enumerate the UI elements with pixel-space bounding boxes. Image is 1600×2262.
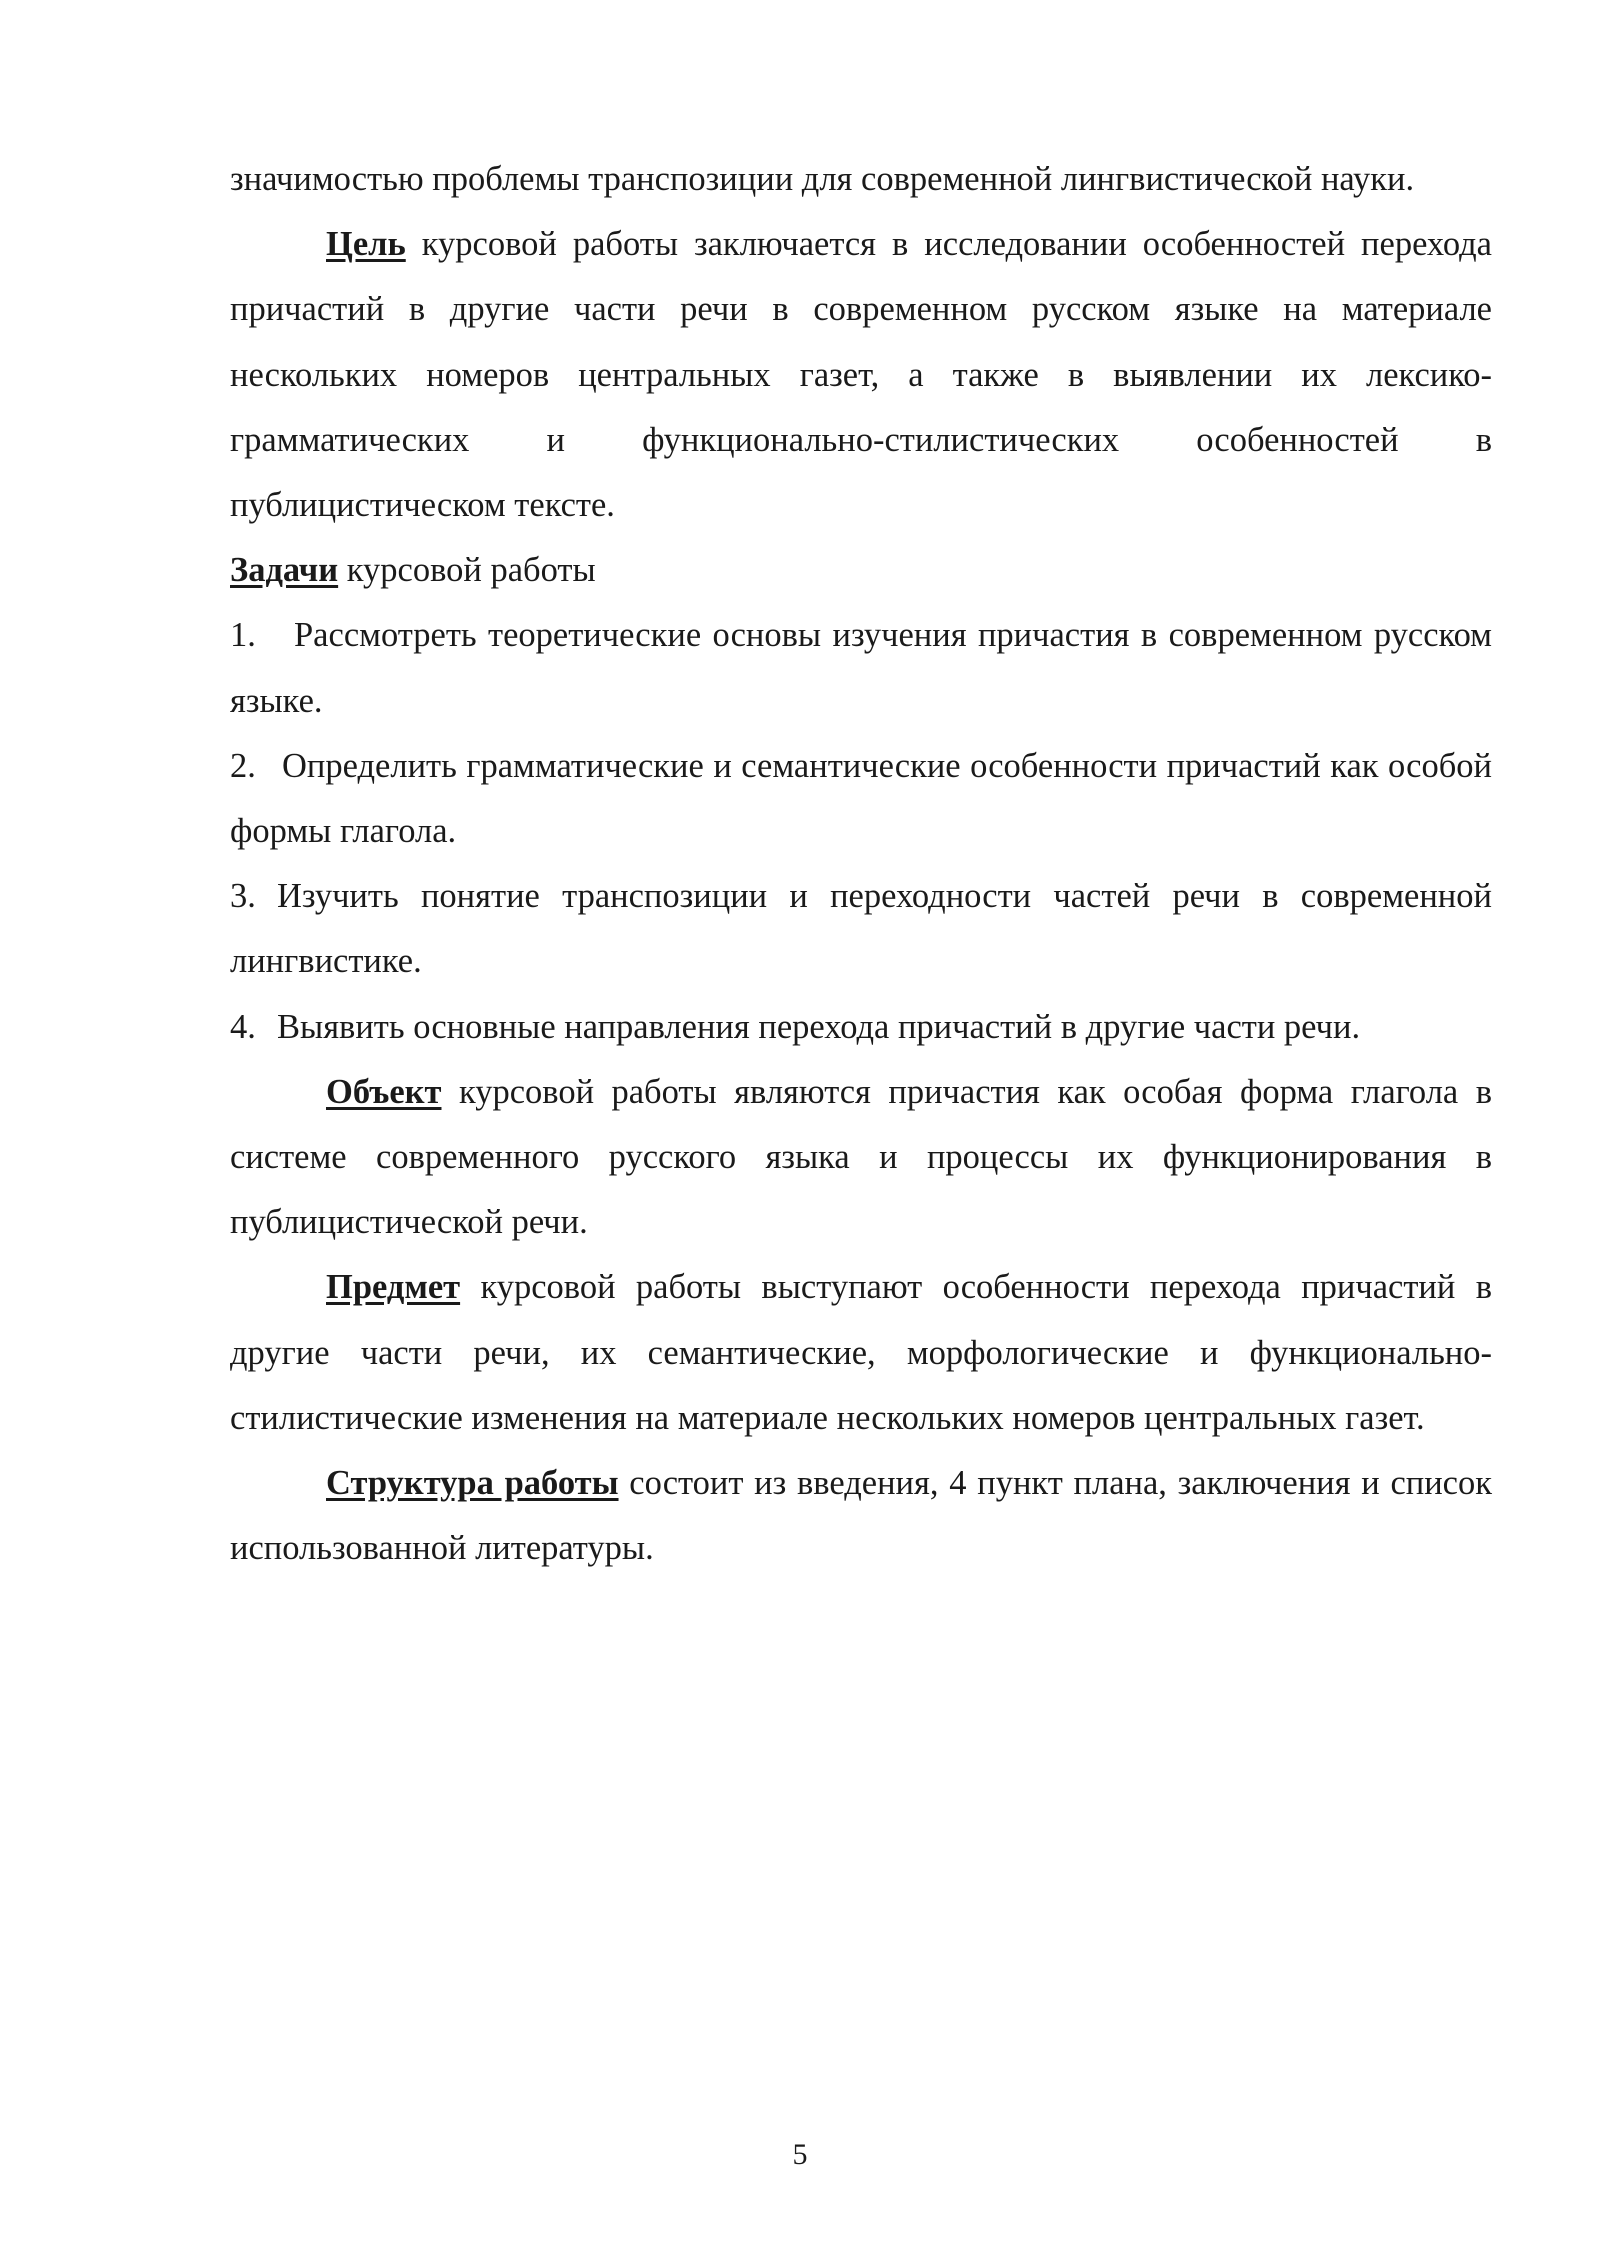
tasks-heading xyxy=(230,538,1492,603)
page-number: 5 xyxy=(792,2138,808,2171)
task-item-1 xyxy=(230,603,1492,733)
structure-label: Структура работы xyxy=(326,1464,619,1503)
task-item-4 xyxy=(230,995,1492,1060)
task-item-1-number: 1. xyxy=(230,616,256,655)
tasks-heading-text: курсовой работы xyxy=(338,551,596,590)
goal-paragraph xyxy=(230,212,1492,538)
task-item-3-number: 3. xyxy=(230,877,256,916)
task-item-2 xyxy=(230,734,1492,864)
intro-continuation-text: значимостью проблемы транспозиции для современной лингвистической науки. xyxy=(230,160,1415,198)
object-text: курсовой работы являются причастия как особая форма глагола в системе современного русского языка и процессы их функционирования в публицистической речи. xyxy=(230,1072,1492,1242)
body-text xyxy=(230,147,1492,1581)
goal-text: курсовой работы заключается в исследовании особенностей перехода причастий в другие части речи в современном русском языке на материале нескольких номеров центральных газет, а также в выявлении их лексико-грамматических и функционально-стилистических особенностей в публицистическом тексте. xyxy=(230,225,1492,525)
task-item-4-text: Выявить основные направления перехода причастий в другие части речи. xyxy=(277,1007,1361,1046)
tasks-label: Задачи xyxy=(230,551,339,590)
subject-label: Предмет xyxy=(326,1268,461,1307)
task-item-4-number: 4. xyxy=(230,1007,256,1046)
goal-label: Цель xyxy=(326,225,406,264)
task-item-3 xyxy=(230,864,1492,994)
intro-continuation-paragraph xyxy=(230,147,1492,212)
task-item-2-text: Определить грамматические и семантические особенности причастий как особой формы глагола. xyxy=(230,746,1492,851)
subject-text: курсовой работы выступают особенности перехода причастий в другие части речи, их семантические, морфологические и функционально-стилистические изменения на материале нескольких номеров центральных газет. xyxy=(230,1268,1492,1437)
subject-paragraph xyxy=(230,1255,1492,1451)
structure-text: состоит из введения, 4 пункт плана, заключения и список использованной литературы. xyxy=(230,1464,1493,1568)
object-label: Объект xyxy=(326,1072,442,1111)
object-paragraph xyxy=(230,1060,1492,1256)
task-item-2-number: 2. xyxy=(230,746,256,785)
structure-paragraph xyxy=(230,1451,1492,1581)
task-item-1-text: Рассмотреть теоретические основы изучения причастия в современном русском языке. xyxy=(230,616,1492,720)
task-item-3-text: Изучить понятие транспозиции и переходности частей речи в современной лингвистике. xyxy=(230,877,1492,981)
